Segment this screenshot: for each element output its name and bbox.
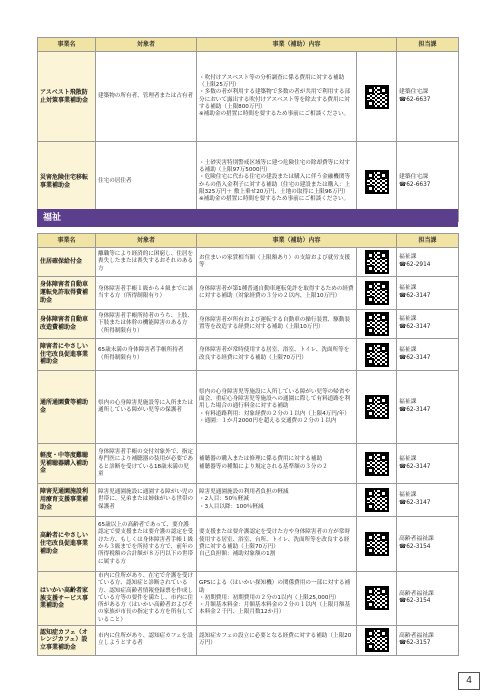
program-target: 住宅の居住者 — [96, 142, 197, 222]
top-table — [37, 37, 459, 222]
qr-code-icon[interactable] — [365, 312, 389, 336]
program-content: 補聴器の購入または修理に係る費用に対する補助 補聴器等の種類により規定される基準額の３分の２ — [197, 444, 357, 484]
qr-code-cell — [357, 572, 397, 626]
department-name: 福祉課 — [399, 285, 417, 292]
program-target: 離職等により経済的に困窮し、住居を喪失したまたは喪失するおそれのある方 — [96, 248, 197, 277]
department-name: 福祉課 — [399, 492, 417, 499]
qr-code-icon[interactable] — [365, 170, 389, 194]
program-target: 身体障害者手帳所持者のうち、上肢、下肢または体幹の機能障害のある方（所得制限有り） — [96, 310, 197, 339]
qr-code-cell — [357, 625, 397, 655]
qr-code-cell — [357, 517, 397, 572]
table-row — [38, 277, 459, 310]
program-target: 市内に住所があり、認知症カフェを設立しようとする者 — [96, 625, 197, 655]
department-name: 建築住宅課 — [399, 88, 429, 95]
program-target: 身体障害者手帳の交付対象外で、指定専門医により補聴器の装用が必要であると診断を受けている18歳未満の児童 — [96, 444, 197, 484]
program-content: 身体障害者が第1種普通自動車運転免許を取得するための経費に対する補助（対象経費の３分の２以内、上限10万円） — [197, 277, 357, 310]
qr-code-cell — [357, 248, 397, 277]
department-phone: ☎62-3147 — [399, 500, 431, 506]
header-content: 事業（補助）内容 — [197, 234, 397, 248]
program-name: 災害危険住宅移転事業補助金 — [38, 142, 96, 222]
table-row — [38, 52, 459, 142]
department-cell — [397, 625, 459, 655]
program-target: 建築物の所有者、管理者または占有者 — [96, 52, 197, 142]
department-cell — [397, 277, 459, 310]
department-phone: ☎62-6637 — [399, 181, 431, 188]
qr-code-cell — [357, 310, 397, 339]
program-content: ・吹付けアスベスト等の分析調査に係る費用に対する補助（上限25万円） ・多数の者が利用する建築物で多数の者が共用で利用する部分において露出する吹付けアスベスト等を除去する費用に対する補助（上限800万円） ※補助金の措置に時間を要するため事前にご相談ください。 — [197, 52, 357, 142]
department-name: 高齢者福祉課 — [399, 590, 434, 597]
department-name: 福祉課 — [399, 316, 417, 323]
program-name: 身体障害者自動車改造費補助金 — [38, 310, 96, 339]
program-name: 障害児通園施設利用療育支援事業補助金 — [38, 484, 96, 517]
department-name: 高齢者福祉課 — [399, 632, 434, 639]
header-name: 事業名 — [38, 234, 96, 248]
program-target: 県内の心身障害児施設等に入所または通所している障がい児等の保護者 — [96, 371, 197, 444]
program-name: 軽度・中等度難聴児補聴器購入補助金 — [38, 444, 96, 484]
department-phone: ☎62-3154 — [399, 598, 431, 605]
table-row — [38, 484, 459, 517]
program-name: 身体障害者自動車運転免許取得費補助金 — [38, 277, 96, 310]
program-content: 認知症カフェの設立に必要となる経費に対する補助（上限20万円） — [197, 625, 357, 655]
department-cell — [397, 484, 459, 517]
department-phone: ☎62-3147 — [399, 354, 431, 361]
header-target: 対象者 — [96, 234, 197, 248]
department-phone: ☎62-3147 — [399, 324, 431, 330]
program-name: アスベスト飛散防止対策事業補助金 — [38, 52, 96, 142]
department-cell — [397, 444, 459, 484]
qr-code-cell — [357, 484, 397, 517]
department-cell — [397, 52, 459, 142]
department-cell — [397, 248, 459, 277]
qr-code-cell — [357, 371, 397, 444]
qr-code-icon[interactable] — [365, 343, 389, 367]
program-content: 要支援または要介護認定を受けた方や身体障害者の方が常時使用する居室、浴室、台所、トイレ、洗面所等を改良する経費に対する補助（上限70万円） 自己負担額：補助対象額の1割 — [197, 517, 357, 572]
qr-code-icon[interactable] — [365, 488, 389, 512]
program-name: 認知症カフェ（オレンジカフェ）設立事業補助金 — [38, 625, 96, 655]
program-content: 身体障害者が常時使用する居室、浴室、トイレ、洗面所等を改良する経費に対する補助（上限70万円） — [197, 339, 357, 371]
program-content: 身体障害者が所有および運転する自動車の操行装置、駆動装置等を改造する経費に対する補助（上限10万円） — [197, 310, 357, 339]
qr-code-cell — [357, 277, 397, 310]
department-phone: ☎62-3147 — [399, 407, 431, 413]
department-phone: ☎62-2914 — [399, 262, 431, 268]
program-content: お住まいの家賃相当額（上限額あり）の支給および就労支援等 — [197, 248, 357, 277]
qr-code-cell — [357, 339, 397, 371]
qr-code-icon[interactable] — [365, 452, 389, 476]
table-row — [38, 625, 459, 655]
table-row — [38, 339, 459, 371]
program-target: 市内に住所があり、在宅で介護を受けている方、認知症と診断されている方、認知症高齢者情報登録票を作成している方等の要件を満たし、市内に住所がある方（はいかい高齢者およびその家族が市長の指定する方を所有していること） — [96, 572, 197, 626]
program-target: 65歳以上の高齢者であって、要介護認定で要支援または要介護の認定を受けた方、もしくは身体障害者手帳１級から３級までを所持する方で、前年の所得税額の合計額が８万円以下の世帯に属する方 — [96, 517, 197, 572]
program-target: 65歳未満の身体障害者手帳所持者（所得制限有り） — [96, 339, 197, 371]
qr-code-icon[interactable] — [365, 85, 389, 109]
department-phone: ☎62-6637 — [399, 96, 431, 103]
department-phone: ☎62-3147 — [399, 463, 431, 470]
program-name: はいかい高齢者家族支援サービス事業補助金 — [38, 572, 96, 626]
header-name: 事業名 — [38, 38, 96, 52]
qr-code-icon[interactable] — [365, 628, 389, 652]
qr-code-icon[interactable] — [365, 586, 389, 610]
program-content: ・土砂災害特別警戒区域等に建つ危険住宅の除却費等に対する補助（上限97万5000円） ・危険住宅に代わる住宅の建設または購入に伴う金融機関等からの借入金利子に対する補助（住宅の建設または購入：上限325万円＋ 敷上乗せ20万円、土地の取得に上限96万円） ※補助金の措置に時間を要するため事前にご相談ください。 — [197, 142, 357, 222]
department-name: 高齢者福祉課 — [399, 536, 434, 543]
department-cell — [397, 572, 459, 626]
table-row — [38, 517, 459, 572]
header-dept: 担当課 — [397, 38, 459, 52]
department-name: 建築住宅課 — [399, 173, 429, 180]
header-content: 事業（補助）内容 — [197, 38, 397, 52]
department-name: 福祉課 — [399, 399, 417, 406]
qr-code-icon[interactable] — [365, 281, 389, 305]
page-number: 4 — [458, 672, 480, 690]
header-dept: 担当課 — [397, 234, 459, 248]
table-row — [38, 248, 459, 277]
department-phone: ☎62-3147 — [399, 293, 431, 299]
qr-code-icon[interactable] — [365, 395, 389, 419]
department-name: 福祉課 — [399, 346, 417, 353]
department-cell — [397, 339, 459, 371]
department-cell — [397, 371, 459, 444]
program-name: 障害者にやさしい住宅改良促進事業補助金 — [38, 339, 96, 371]
program-name: 住居確保給付金 — [38, 248, 96, 277]
department-phone: ☎62-3157 — [399, 640, 431, 647]
department-phone: ☎62-3154 — [399, 544, 431, 550]
program-content: GPSによる（はいかい探知機）の関係費用の一部に対する補助 ・初期費用：初期費用の２分の1以内（上限25,000円） ・月額基本料金：月額基本料金の２分の１以内（上限月額基本料金２千円、上限月数12か月） — [197, 572, 357, 626]
program-content: 障害児通園施設の利用者負担の軽減 ・2人目：50％軽減 ・3人目以降：100％軽減 — [197, 484, 357, 517]
program-content: 県内の心身障害児等施設に入所している障がい児等の帰省や面会、重症心身障害児等施設への通園に際して有料道路を利用した場合の通行料金に対する補助 ・有料道路利用：対象経費の２分の１以内（上限4万円/年） ・通園：１か月2000円を超える交通費の２分の１以内 — [197, 371, 357, 444]
table-row — [38, 310, 459, 339]
program-target: 身体障害者手帳１級から４級までに該当する方（所得制限有り） — [96, 277, 197, 310]
department-name: 福祉課 — [399, 254, 417, 261]
department-name: 福祉課 — [399, 455, 417, 462]
department-cell — [397, 517, 459, 572]
qr-code-cell — [357, 52, 397, 142]
qr-code-cell — [357, 444, 397, 484]
program-name: 通所通園費等補助金 — [38, 371, 96, 444]
table-row — [38, 371, 459, 444]
department-cell — [397, 310, 459, 339]
section-title-welfare: 福祉 — [37, 209, 458, 227]
program-name: 高齢者にやさしい住宅改良促進事業補助金 — [38, 517, 96, 572]
table-row — [38, 444, 459, 484]
table-row — [38, 572, 459, 626]
header-target: 対象者 — [96, 38, 197, 52]
program-target: 障害児通園施設に通園する障がい児の世帯に、兄弟または姉妹がいる世帯の保護者 — [96, 484, 197, 517]
welfare-table — [37, 233, 459, 656]
qr-code-icon[interactable] — [365, 532, 389, 556]
qr-code-icon[interactable] — [365, 250, 389, 274]
